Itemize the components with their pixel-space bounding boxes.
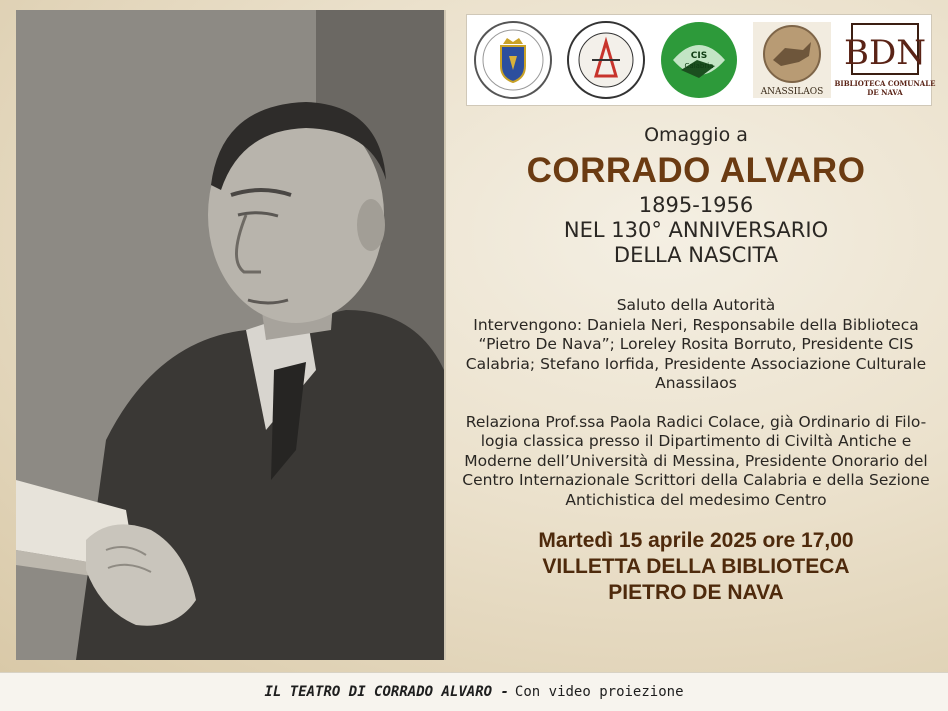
speakers-line-1: Intervengono: Daniela Neri, Responsabile della Biblioteca [473,315,919,334]
footer-caption [0,672,948,711]
svg-text:Calabria: Calabria [684,62,714,70]
event-text-column [452,118,940,606]
svg-text:BIBLIOTECA COMUNALE: BIBLIOTECA COMUNALE [834,79,936,88]
lecture-line-3: Moderne dell’Università di Messina, Presidente Onorario del [464,451,928,470]
sponsor-logos-strip [466,14,936,106]
biblioteca-logo-icon [834,20,936,100]
portrait-illustration [16,10,444,660]
event-venue-line-1: VILLETTA DELLA BIBLIOTECA [542,555,850,578]
anniversary-line-2: DELLA NASCITA [613,243,779,267]
lecture-line-4: Centro Internazionale Scrittori della Calabria e della Sezione [462,471,930,489]
fondazione-alvaro-logo [565,19,647,101]
speakers-line-4: Anassilaos [655,374,737,392]
coat-of-arms-icon [473,20,553,100]
svg-text:BDN: BDN [843,33,926,73]
cis-calabria-logo [658,19,740,101]
anassilaos-coin-icon [751,20,833,100]
lecture-line-5: Antichistica del medesimo Centro [565,490,827,509]
portrait-photo [16,10,446,660]
event-venue-line-2: PIETRO DE NAVA [608,581,784,604]
greetings-line: Saluto della Autorità [616,296,776,314]
lecture-block [452,413,940,511]
cis-calabria-icon [659,20,739,100]
honoree-name: CORRADO ALVARO [526,151,866,190]
biblioteca-de-nava-logo [834,19,936,101]
honoree-years: 1895-1956 [638,193,754,217]
coat-of-arms-logo [472,19,554,101]
speakers-line-2: “Pietro De Nava”; Loreley Rosita Borruto, Presidente CIS [478,335,914,353]
anassilaos-logo [751,19,833,101]
svg-text:CIS: CIS [690,51,708,61]
event-date: Martedì 15 aprile 2025 ore 17,00 [538,529,854,552]
speakers-block [452,296,940,394]
footer-subtitle: Con video proiezione [514,684,684,700]
fondazione-emblem-icon [566,20,646,100]
event-details [452,528,940,606]
anniversary-line-1: NEL 130° ANNIVERSARIO [563,218,829,242]
lecture-line-2: logia classica presso il Dipartimento di Civiltà Antiche e [480,432,912,450]
svg-text:DE NAVA: DE NAVA [866,88,903,97]
lecture-line-1: Relaziona Prof.ssa Paola Radici Colace, già Ordinario di Filo- [465,412,927,431]
speakers-line-3: Calabria; Stefano Iorfida, Presidente Associazione Culturale [465,354,927,373]
footer-title: IL TEATRO DI CORRADO ALVARO - [264,684,509,700]
svg-text:ANASSILAOS: ANASSILAOS [760,87,824,97]
omaggio-label: Omaggio a [644,124,748,146]
